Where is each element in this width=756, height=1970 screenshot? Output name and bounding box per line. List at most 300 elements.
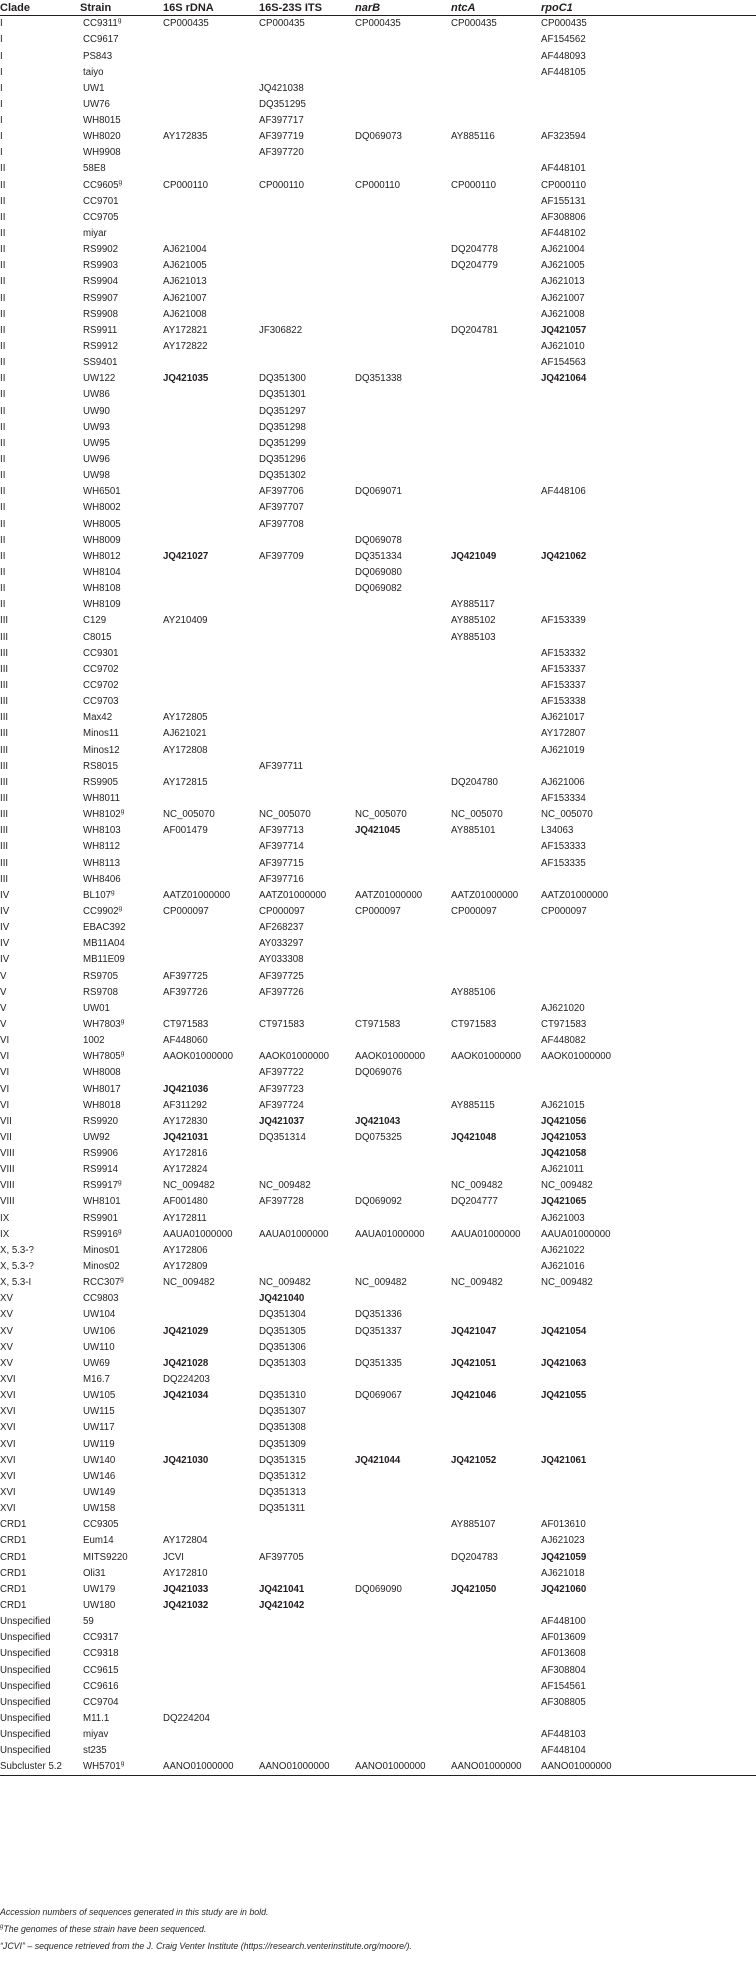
cell-strain	[80, 855, 163, 871]
cell-16s-rdna	[163, 645, 259, 661]
cell-text: JQ421042	[259, 1600, 305, 1611]
cell-16s-rdna	[163, 936, 259, 952]
cell-narb	[355, 1598, 451, 1614]
cell-text: AJ621010	[541, 341, 585, 353]
cell-ntca	[451, 1146, 541, 1162]
cell-text: UW95	[83, 437, 110, 449]
cell-text: PS843	[83, 50, 113, 62]
cell-clade	[0, 1743, 80, 1759]
table-row	[0, 1533, 756, 1549]
cell-text: JQ421029	[163, 1325, 209, 1337]
table-row	[0, 791, 756, 807]
cell-16s-rdna	[163, 871, 259, 887]
table-row	[0, 758, 756, 774]
cell-16s-rdna	[163, 1291, 259, 1307]
cell-text: WH8011	[83, 792, 120, 804]
cell-text: WH5701	[83, 1761, 121, 1773]
cell-text: AF397725	[259, 970, 304, 982]
cell-text: AY885102	[451, 615, 496, 627]
cell-16s-rdna	[163, 436, 259, 452]
cell-clade	[0, 855, 80, 871]
cell-text: UW93	[83, 421, 110, 433]
cell-rpoc1	[541, 533, 756, 549]
cell-strain	[80, 1323, 163, 1339]
cell-rpoc1	[541, 1146, 756, 1162]
cell-text: II	[0, 373, 6, 385]
cell-strain	[80, 1194, 163, 1210]
cell-clade	[0, 1759, 80, 1776]
cell-16s-rdna	[163, 1501, 259, 1517]
cell-text: AJ621008	[163, 308, 207, 320]
cell-clade	[0, 403, 80, 419]
cell-strain	[80, 1614, 163, 1630]
cell-16s-23s-its	[259, 645, 355, 661]
cell-16s-rdna	[163, 1114, 259, 1130]
cell-text: XVI	[0, 1374, 16, 1386]
cell-strain	[80, 888, 163, 904]
cell-clade	[0, 775, 80, 791]
cell-text: WH8103	[83, 825, 121, 837]
cell-ntca	[451, 662, 541, 678]
cell-16s-23s-its	[259, 1291, 355, 1307]
cell-clade	[0, 1307, 80, 1323]
cell-text: JQ421064	[541, 373, 587, 385]
cell-text: DQ351308	[259, 1422, 306, 1434]
cell-rpoc1	[541, 1001, 756, 1017]
cell-narb	[355, 1340, 451, 1356]
cell-text: AAOK01000000	[259, 1051, 330, 1063]
cell-text: AAOK01000000	[451, 1051, 522, 1063]
cell-narb	[355, 742, 451, 758]
table-row	[0, 888, 756, 904]
cell-narb	[355, 1533, 451, 1549]
cell-text: AF448102	[541, 228, 586, 240]
cell-text: III	[0, 776, 9, 788]
cell-text: UW90	[83, 405, 110, 417]
cell-ntca	[451, 307, 541, 323]
cell-rpoc1	[541, 97, 756, 113]
cell-text: JQ421053	[541, 1131, 587, 1143]
cell-16s-rdna	[163, 1711, 259, 1727]
cell-narb	[355, 807, 451, 823]
cell-text: JQ421040	[259, 1293, 305, 1305]
cell-clade	[0, 936, 80, 952]
cell-16s-23s-its	[259, 452, 355, 468]
cell-16s-rdna	[163, 920, 259, 936]
table-row	[0, 387, 756, 403]
table-row	[0, 1566, 756, 1582]
cell-narb	[355, 629, 451, 645]
cell-rpoc1	[541, 1323, 756, 1339]
cell-text: Unspecified	[0, 1696, 51, 1708]
cell-strain	[80, 1291, 163, 1307]
cell-narb	[355, 1420, 451, 1436]
cell-text: II	[0, 550, 6, 562]
cell-text: AAUA01000000	[355, 1228, 425, 1240]
cell-text: WH7805	[83, 1051, 121, 1063]
cell-ntca	[451, 968, 541, 984]
cell-clade	[0, 226, 80, 242]
cell-text: JQ421059	[541, 1551, 587, 1563]
cell-ntca	[451, 565, 541, 581]
cell-text: AJ621019	[541, 744, 585, 756]
cell-strain	[80, 468, 163, 484]
cell-narb	[355, 549, 451, 565]
cell-16s-rdna	[163, 1162, 259, 1178]
cell-ntca	[451, 177, 541, 193]
cell-16s-23s-its	[259, 1372, 355, 1388]
cell-text: DQ069082	[355, 583, 402, 595]
cell-text: SS9401	[83, 357, 118, 369]
cell-text: II	[0, 163, 6, 175]
cell-clade	[0, 791, 80, 807]
cell-rpoc1	[541, 1259, 756, 1275]
cell-text: CRD1	[0, 1551, 27, 1563]
cell-ntca	[451, 581, 541, 597]
cell-text: CRD1	[0, 1567, 27, 1579]
cell-text: DQ351337	[355, 1325, 402, 1337]
cell-text: CP000097	[355, 905, 401, 917]
cell-text: DQ069090	[355, 1583, 402, 1595]
cell-text: DQ204779	[451, 260, 498, 272]
cell-narb	[355, 968, 451, 984]
table-row	[0, 145, 756, 161]
table-row	[0, 1743, 756, 1759]
cell-text: RS9705	[83, 970, 119, 982]
cell-text: III	[0, 744, 9, 756]
cell-text: Eum14	[83, 1535, 114, 1547]
cell-text: I	[0, 82, 3, 94]
cell-clade	[0, 1114, 80, 1130]
cell-text: JQ421051	[451, 1357, 497, 1369]
cell-text: AATZ01000000	[259, 889, 327, 901]
cell-narb	[355, 710, 451, 726]
cell-strain	[80, 1533, 163, 1549]
cell-text: 58E8	[83, 163, 106, 175]
cell-narb	[355, 1049, 451, 1065]
cell-text: AJ621008	[541, 308, 585, 320]
cell-text: AY885103	[451, 631, 496, 643]
cell-rpoc1	[541, 1178, 756, 1194]
cell-clade	[0, 1065, 80, 1081]
cell-text: CRD1	[0, 1535, 27, 1547]
cell-ntca	[451, 16, 541, 33]
cell-ntca	[451, 1081, 541, 1097]
cell-narb	[355, 1259, 451, 1275]
cell-narb	[355, 258, 451, 274]
cell-text: 1002	[83, 1035, 105, 1047]
cell-16s-rdna	[163, 113, 259, 129]
cell-narb	[355, 888, 451, 904]
cell-rpoc1	[541, 1420, 756, 1436]
cell-rpoc1	[541, 726, 756, 742]
cell-clade	[0, 258, 80, 274]
cell-16s-rdna	[163, 1097, 259, 1113]
cell-text: DQ351309	[259, 1438, 306, 1450]
cell-clade	[0, 1275, 80, 1291]
cell-text: AY885115	[451, 1099, 495, 1111]
cell-16s-23s-its	[259, 1033, 355, 1049]
cell-text: X, 5.3-?	[0, 1244, 34, 1256]
cell-text: DQ351336	[355, 1309, 402, 1321]
cell-ntca	[451, 1017, 541, 1033]
cell-ntca	[451, 1420, 541, 1436]
cell-text: AAUA01000000	[451, 1228, 521, 1240]
table-row	[0, 210, 756, 226]
cell-narb	[355, 694, 451, 710]
cell-rpoc1	[541, 1517, 756, 1533]
cell-16s-rdna	[163, 1549, 259, 1565]
cell-clade	[0, 1662, 80, 1678]
cell-16s-23s-its	[259, 1678, 355, 1694]
cell-ntca	[451, 484, 541, 500]
cell-16s-23s-its	[259, 1469, 355, 1485]
cell-clade	[0, 1130, 80, 1146]
cell-clade	[0, 742, 80, 758]
cell-narb	[355, 1646, 451, 1662]
table-row	[0, 1630, 756, 1646]
cell-rpoc1	[541, 936, 756, 952]
cell-ntca	[451, 920, 541, 936]
cell-rpoc1	[541, 516, 756, 532]
cell-16s-rdna	[163, 775, 259, 791]
footnote-jcvi	[0, 1938, 756, 1955]
cell-16s-rdna	[163, 1727, 259, 1743]
cell-strain	[80, 1388, 163, 1404]
cell-ntca	[451, 1049, 541, 1065]
cell-text: CP000097	[541, 905, 587, 917]
cell-text: II	[0, 179, 6, 191]
cell-text: CP000435	[541, 18, 587, 30]
cell-rpoc1	[541, 597, 756, 613]
cell-text: JQ421065	[541, 1196, 587, 1208]
cell-clade	[0, 1291, 80, 1307]
cell-16s-rdna	[163, 387, 259, 403]
cell-16s-23s-its	[259, 1420, 355, 1436]
cell-ntca	[451, 64, 541, 80]
cell-text: CRD1	[0, 1519, 27, 1531]
cell-narb	[355, 468, 451, 484]
cell-rpoc1	[541, 113, 756, 129]
table-row	[0, 1114, 756, 1130]
cell-text: RS9917	[83, 1180, 119, 1192]
cell-rpoc1	[541, 242, 756, 258]
cell-narb	[355, 48, 451, 64]
cell-strain	[80, 371, 163, 387]
cell-ntca	[451, 678, 541, 694]
cell-16s-23s-its	[259, 1259, 355, 1275]
table-row	[0, 823, 756, 839]
cell-narb	[355, 1566, 451, 1582]
cell-16s-rdna	[163, 904, 259, 920]
cell-rpoc1	[541, 1695, 756, 1711]
cell-strain	[80, 807, 163, 823]
cell-ntca	[451, 839, 541, 855]
cell-text: AF397711	[259, 760, 303, 772]
cell-ntca	[451, 1517, 541, 1533]
cell-16s-rdna	[163, 1743, 259, 1759]
cell-text: AY172815	[163, 776, 208, 788]
cell-text: III	[0, 809, 9, 821]
cell-clade	[0, 871, 80, 887]
cell-text: UW115	[83, 1406, 115, 1418]
table-row	[0, 1259, 756, 1275]
cell-text: IV	[0, 922, 10, 934]
cell-text: NC_009482	[163, 1277, 215, 1289]
cell-narb	[355, 952, 451, 968]
cell-text: VI	[0, 1051, 10, 1063]
cell-rpoc1	[541, 339, 756, 355]
cell-clade	[0, 1001, 80, 1017]
cell-ntca	[451, 871, 541, 887]
table-row	[0, 1017, 756, 1033]
cell-narb	[355, 1194, 451, 1210]
cell-text: JQ421055	[541, 1390, 587, 1402]
cell-clade	[0, 1049, 80, 1065]
cell-text: AJ621005	[163, 260, 207, 272]
cell-text: III	[0, 663, 9, 675]
cell-rpoc1	[541, 1307, 756, 1323]
cell-strain	[80, 307, 163, 323]
cell-text: WH8005	[83, 518, 121, 530]
cell-16s-23s-its	[259, 952, 355, 968]
cell-text: AY033297	[259, 938, 304, 950]
cell-narb	[355, 1678, 451, 1694]
cell-narb	[355, 1146, 451, 1162]
cell-rpoc1	[541, 1017, 756, 1033]
cell-text: XV	[0, 1357, 13, 1369]
cell-16s-23s-its	[259, 565, 355, 581]
cell-ntca	[451, 936, 541, 952]
cell-rpoc1	[541, 1291, 756, 1307]
header-clade: Clade	[0, 0, 80, 16]
cell-16s-rdna	[163, 1566, 259, 1582]
cell-rpoc1	[541, 387, 756, 403]
table-row	[0, 565, 756, 581]
cell-text: II	[0, 437, 6, 449]
cell-text: I	[0, 34, 3, 46]
cell-16s-rdna	[163, 290, 259, 306]
table-row	[0, 533, 756, 549]
cell-text: WH6501	[83, 486, 121, 498]
cell-narb	[355, 1372, 451, 1388]
cell-text: VI	[0, 1067, 10, 1079]
cell-16s-rdna	[163, 1243, 259, 1259]
cell-text: II	[0, 260, 6, 272]
cell-rpoc1	[541, 258, 756, 274]
cell-ntca	[451, 1533, 541, 1549]
cell-text: XVI	[0, 1503, 16, 1515]
cell-text: AF397725	[163, 970, 208, 982]
cell-text: AF154562	[541, 34, 586, 46]
cell-narb	[355, 1275, 451, 1291]
cell-rpoc1	[541, 81, 756, 97]
cell-16s-rdna	[163, 1517, 259, 1533]
cell-16s-23s-its	[259, 662, 355, 678]
cell-rpoc1	[541, 1566, 756, 1582]
cell-16s-rdna	[163, 662, 259, 678]
footnote-genome	[0, 1921, 756, 1938]
cell-ntca	[451, 984, 541, 1000]
cell-16s-rdna	[163, 726, 259, 742]
cell-ntca	[451, 1678, 541, 1694]
cell-16s-23s-its	[259, 403, 355, 419]
cell-strain	[80, 16, 163, 33]
cell-strain	[80, 1001, 163, 1017]
cell-text: AF397728	[259, 1196, 304, 1208]
cell-text: NC_005070	[451, 809, 503, 821]
cell-ntca	[451, 48, 541, 64]
cell-text: DQ069078	[355, 534, 402, 546]
table-row	[0, 952, 756, 968]
cell-text: C129	[83, 615, 107, 627]
cell-text: AY033308	[259, 954, 304, 966]
cell-strain	[80, 1097, 163, 1113]
cell-rpoc1	[541, 1049, 756, 1065]
cell-rpoc1	[541, 468, 756, 484]
cell-text: DQ224204	[163, 1712, 210, 1724]
cell-rpoc1	[541, 161, 756, 177]
table-row	[0, 1001, 756, 1017]
cell-narb	[355, 129, 451, 145]
cell-text: JQ421033	[163, 1583, 209, 1595]
cell-text: AF268237	[259, 922, 304, 934]
cell-text: VII	[0, 1115, 12, 1127]
cell-text: CC9703	[83, 696, 119, 708]
cell-rpoc1	[541, 210, 756, 226]
cell-text: C8015	[83, 631, 112, 643]
cell-ntca	[451, 1614, 541, 1630]
table-row	[0, 1469, 756, 1485]
cell-16s-23s-its	[259, 226, 355, 242]
cell-strain	[80, 662, 163, 678]
cell-text: DQ351314	[259, 1131, 306, 1143]
table-row	[0, 452, 756, 468]
cell-clade	[0, 1533, 80, 1549]
cell-text: JQ421036	[163, 1083, 209, 1095]
genome-sequenced-marker: g	[118, 904, 123, 912]
genome-sequenced-marker: g	[120, 807, 125, 815]
cell-text: AAOK01000000	[541, 1051, 612, 1063]
cell-narb	[355, 758, 451, 774]
cell-strain	[80, 1210, 163, 1226]
cell-narb	[355, 1436, 451, 1452]
cell-clade	[0, 1404, 80, 1420]
cell-text: JQ421052	[451, 1454, 497, 1466]
cell-16s-rdna	[163, 371, 259, 387]
cell-text: UW69	[83, 1357, 110, 1369]
cell-text: XV	[0, 1325, 13, 1337]
table-row	[0, 807, 756, 823]
cell-16s-23s-its	[259, 1485, 355, 1501]
cell-16s-23s-its	[259, 581, 355, 597]
cell-16s-rdna	[163, 307, 259, 323]
cell-text: RS9914	[83, 1164, 119, 1176]
cell-strain	[80, 1420, 163, 1436]
cell-narb	[355, 1501, 451, 1517]
cell-16s-rdna	[163, 323, 259, 339]
cell-strain	[80, 258, 163, 274]
cell-text: III	[0, 841, 9, 853]
cell-narb	[355, 1630, 451, 1646]
cell-16s-23s-its	[259, 1404, 355, 1420]
cell-text: AF397719	[259, 131, 304, 143]
cell-ntca	[451, 855, 541, 871]
cell-16s-rdna	[163, 1049, 259, 1065]
cell-narb	[355, 645, 451, 661]
cell-text: L34063	[541, 825, 574, 837]
cell-strain	[80, 1275, 163, 1291]
